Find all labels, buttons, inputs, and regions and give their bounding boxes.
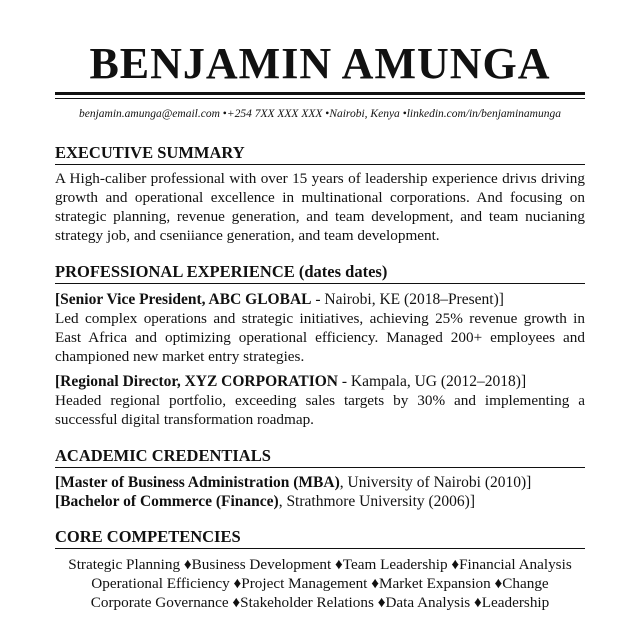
competencies-line xyxy=(55,574,585,593)
competencies-section xyxy=(55,527,585,612)
job-location: - Nairobi, KE (2018–Present)] xyxy=(311,291,504,308)
summary-section xyxy=(55,143,585,245)
header-rule-thin xyxy=(55,98,585,99)
education-section xyxy=(55,446,585,511)
contact-line xyxy=(55,107,585,121)
competencies-line xyxy=(55,593,585,612)
competencies-list xyxy=(55,555,585,612)
contact-phone: • +254 7XX XXX XXX xyxy=(220,108,323,120)
skill-item: ♦ Market Expansion xyxy=(367,575,490,592)
job-description: Headed regional portfolio, exceeding sales targets by 30% and implementing a successful digital transformation roadmap. xyxy=(55,392,585,428)
skill-item: ♦ Team Leadership xyxy=(331,556,447,573)
skill-item: ♦ Business Development xyxy=(180,556,331,573)
job-title: [Senior Vice President, ABC GLOBAL xyxy=(55,291,312,308)
job-description: Led complex operations and strategic initiatives, achieving 25% revenue growth in East Africa and optimizing operational efficiency. Managed 200+ employees and championed new market entry strategies. xyxy=(55,310,585,365)
competencies-line xyxy=(55,555,585,574)
contact-linkedin: • linkedin.com/in/benjaminamunga xyxy=(400,108,561,120)
skill-item: ♦ Leadership xyxy=(470,594,549,611)
contact-location: • Nairobi, Kenya xyxy=(322,108,399,120)
skill-item: ♦ Financial Analysis xyxy=(448,556,572,573)
contact-email: benjamin.amunga@email.com xyxy=(79,108,220,120)
education-item xyxy=(55,473,585,492)
experience-section xyxy=(55,262,585,429)
skill-item: Corporate Governance xyxy=(90,594,229,611)
degree-name: [Master of Business Administration (MBA) xyxy=(55,474,340,491)
header-rule-thick xyxy=(55,92,585,95)
degree-name: [Bachelor of Commerce (Finance) xyxy=(55,493,279,510)
summary-heading: EXECUTIVE SUMMARY xyxy=(55,143,585,165)
job-location: - Kampala, UG (2012–2018)] xyxy=(338,373,527,390)
skill-item: ♦ Project Management xyxy=(230,575,368,592)
job-header xyxy=(55,372,585,391)
candidate-name: BENJAMIN AMUNGA xyxy=(89,39,551,88)
skill-item: Operational Efficiency xyxy=(91,575,230,592)
competencies-heading: CORE COMPETENCIES xyxy=(55,527,585,549)
summary-text: A High-caliber professional with over 15 years of leadership experience drivıs driving growth and operational excellence in multinational corporations. And focusing on strategic planning, revenue generation, and team development, and team nucianing strategy job, and cseniiance generation, and team development. xyxy=(55,170,585,244)
education-item xyxy=(55,492,585,511)
education-heading: ACADEMIC CREDENTIALS xyxy=(55,446,585,468)
school-name: , Strathmore University (2006)] xyxy=(278,493,475,510)
job-header xyxy=(55,290,585,309)
skill-item: ♦ Data Analysis xyxy=(374,594,470,611)
skill-item: ♦ Stakeholder Relations xyxy=(229,594,374,611)
job-entry xyxy=(55,372,585,429)
experience-heading: PROFESSIONAL EXPERIENCE (dates dates) xyxy=(55,262,585,284)
job-entry xyxy=(55,290,585,366)
school-name: , University of Nairobi (2010)] xyxy=(339,474,532,491)
skill-item: Strategic Planning xyxy=(68,556,181,573)
job-title: [Regional Director, XYZ CORPORATION xyxy=(55,373,338,390)
skill-item: ♦ Change xyxy=(491,575,549,592)
education-list xyxy=(55,473,585,511)
